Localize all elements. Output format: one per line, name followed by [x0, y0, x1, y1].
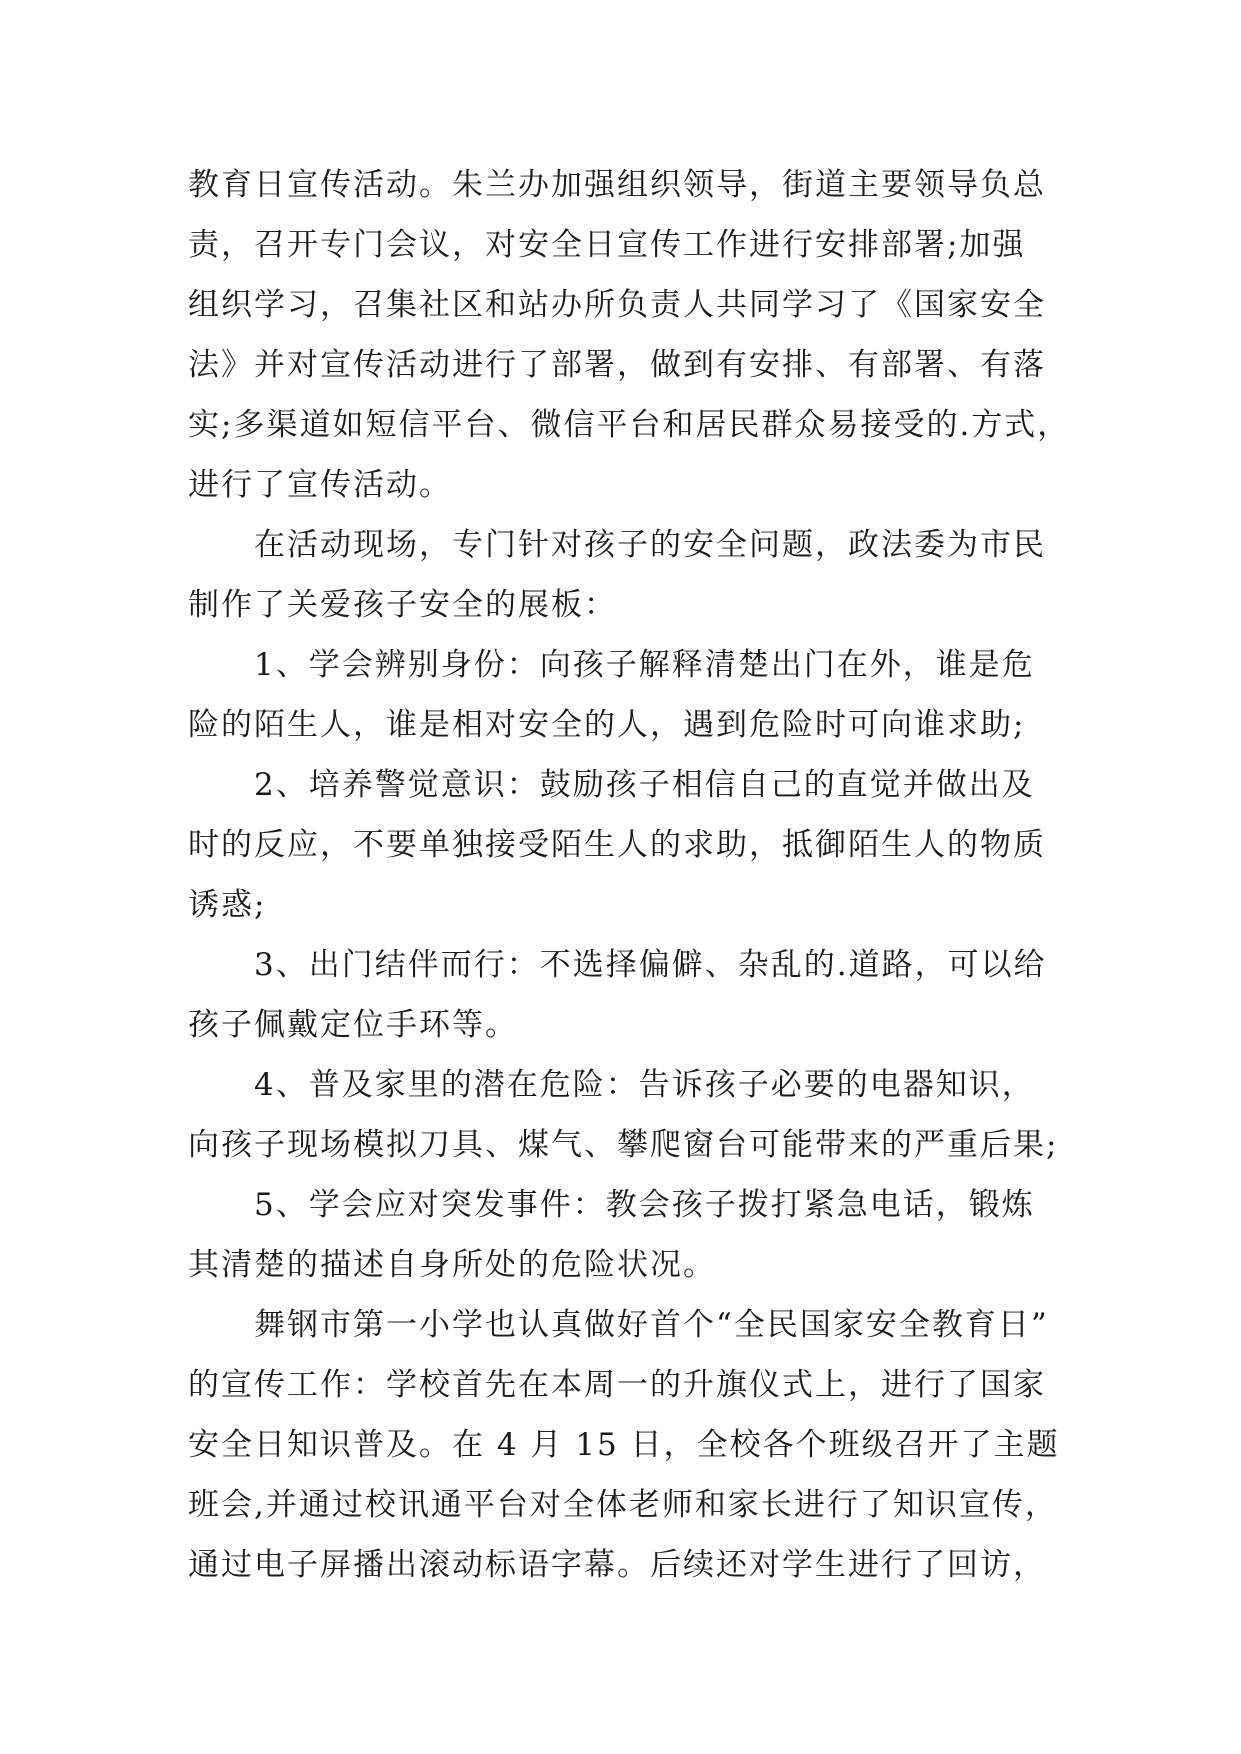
text-line: 制作了关爱孩子安全的展板：: [188, 587, 617, 623]
text-line: 时的反应，不要单独接受陌生人的求助，抵御陌生人的物质: [188, 827, 1046, 863]
text-line: 诱惑;: [188, 887, 267, 923]
text-line: 法》并对宣传活动进行了部署，做到有安排、有部署、有落: [188, 347, 1046, 383]
text-line: 安全日知识普及。在 4 月 15 日，全校各个班级召开了主题: [188, 1427, 1060, 1463]
text-line: 责，召开专门会议，对安全日宣传工作进行安排部署;加强: [188, 227, 1026, 263]
text-line: 3、出门结伴而行：不选择偏僻、杂乱的.道路，可以给: [254, 947, 1047, 983]
text-line: 的宣传工作：学校首先在本周一的升旗仪式上，进行了国家: [188, 1367, 1046, 1403]
text-line: 1、学会辨别身份：向孩子解释清楚出门在外，谁是危: [254, 647, 1035, 683]
text-line: 班会,并通过校讯通平台对全体老师和家长进行了知识宣传，: [188, 1487, 1058, 1523]
text-line: 实;多渠道如短信平台、微信平台和居民群众易接受的.方式，: [188, 407, 1071, 443]
text-line: 孩子佩戴定位手环等。: [188, 1007, 518, 1043]
document-body: [188, 155, 1071, 1595]
text-line: 教育日宣传活动。朱兰办加强组织领导，街道主要领导负总: [188, 167, 1046, 203]
text-line: 舞钢市第一小学也认真做好首个“全民国家安全教育日”: [254, 1307, 1049, 1343]
text-line: 在活动现场，专门针对孩子的安全问题，政法委为市民: [254, 527, 1046, 563]
text-line: 其清楚的描述自身所处的危险状况。: [188, 1247, 716, 1283]
text-line: 险的陌生人，谁是相对安全的人，遇到危险时可向谁求助;: [188, 707, 1026, 743]
text-line: 4、普及家里的潜在危险：告诉孩子必要的电器知识，: [254, 1067, 1035, 1103]
text-line: 通过电子屏播出滚动标语字幕。后续还对学生进行了回访，: [188, 1547, 1046, 1583]
text-line: 2、培养警觉意识：鼓励孩子相信自己的直觉并做出及: [254, 767, 1035, 803]
text-line: 5、学会应对突发事件：教会孩子拨打紧急电话，锻炼: [254, 1187, 1035, 1223]
text-line: 组织学习，召集社区和站办所负责人共同学习了《国家安全: [188, 287, 1046, 323]
text-line: 进行了宣传活动。: [188, 467, 452, 503]
text-line: 向孩子现场模拟刀具、煤气、攀爬窗台可能带来的严重后果;: [188, 1127, 1059, 1163]
